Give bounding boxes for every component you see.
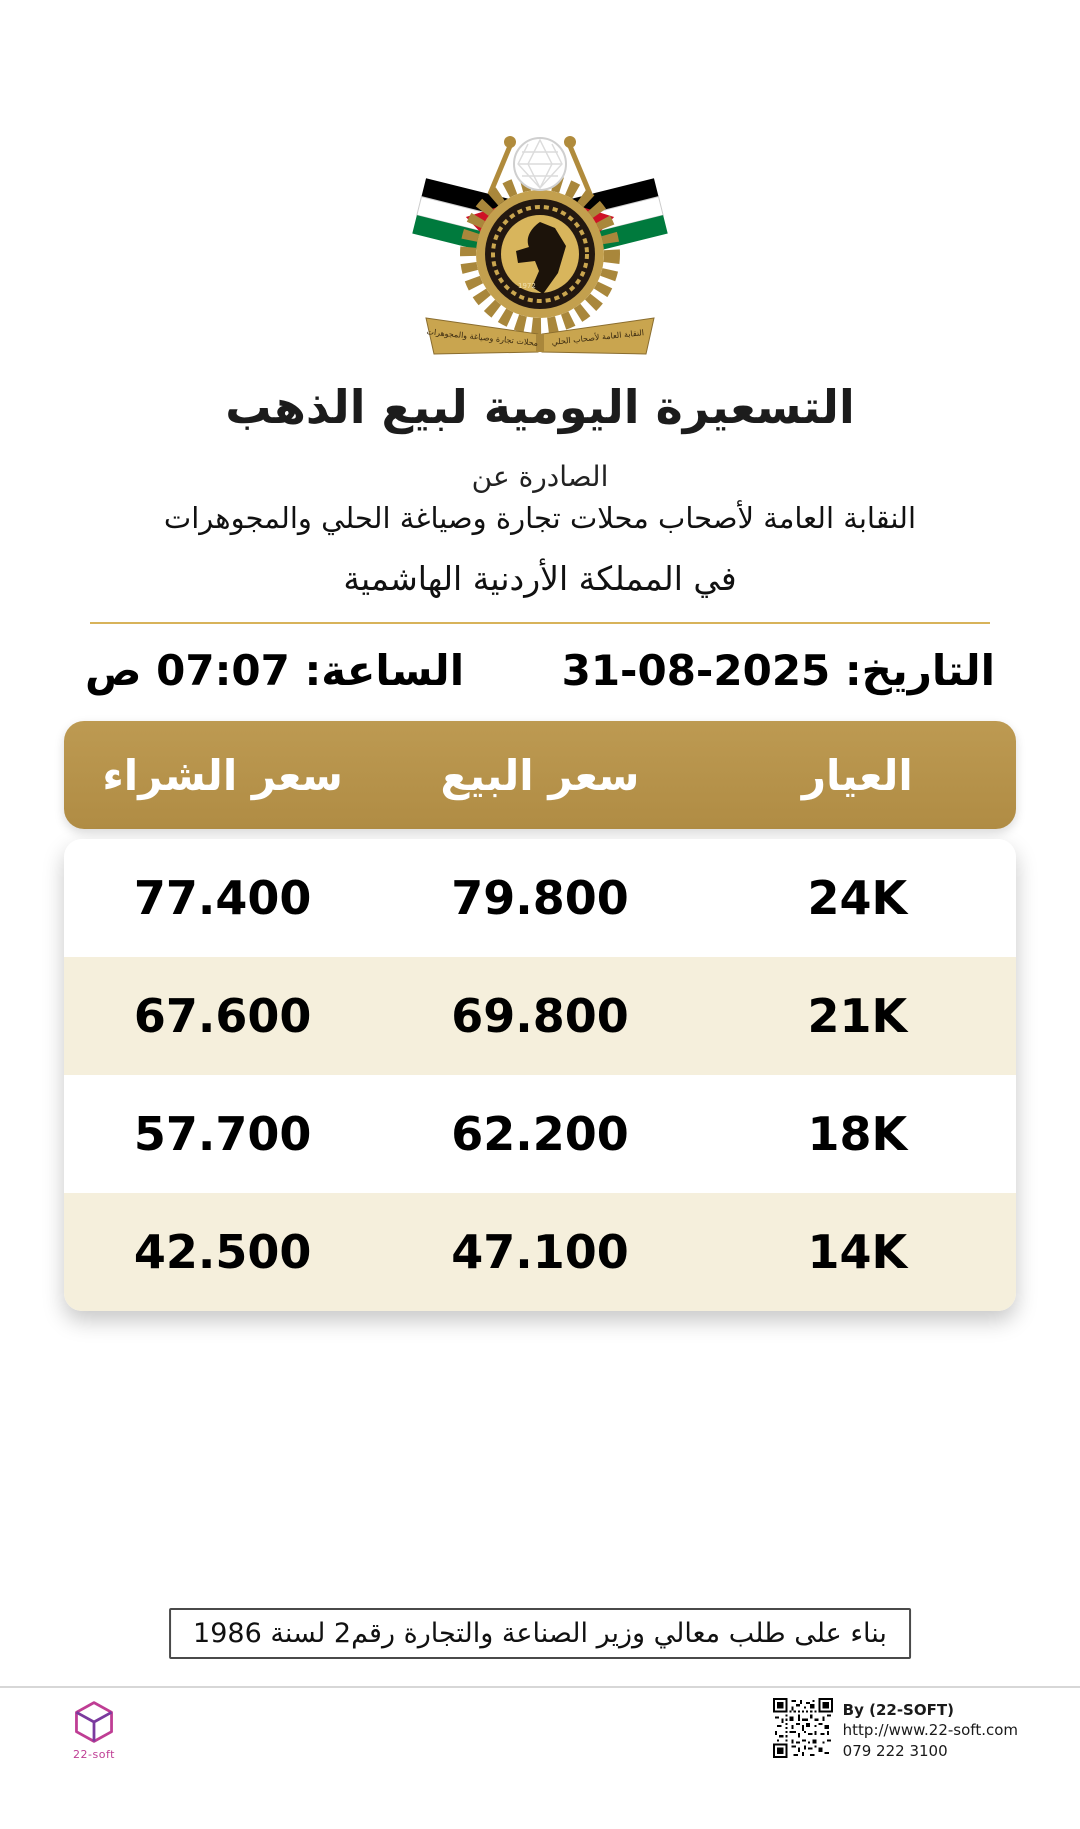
organization-name: النقابة العامة لأصحاب محلات تجارة وصياغة الحلي والمجوهرات — [163, 501, 917, 535]
karat-value: 24K — [807, 871, 908, 925]
issued-by-label: الصادرة عن — [471, 460, 609, 493]
sell-price: 47.100 — [451, 1225, 629, 1279]
time-value: 07:07 ص — [85, 646, 290, 695]
established-year: 1972 — [518, 282, 536, 290]
karat-value: 14K — [807, 1225, 908, 1279]
date-value: 31-08-2025 — [561, 646, 831, 695]
buy-price: 57.700 — [133, 1107, 312, 1161]
time-field — [85, 646, 464, 695]
sell-price: 62.200 — [451, 1107, 629, 1161]
table-row-24k — [64, 839, 1016, 957]
syndicate-emblem-logo — [390, 122, 690, 376]
credit-by-line: By (22-SOFT) — [842, 1701, 954, 1719]
page-title: التسعيرة اليومية لبيع الذهب — [225, 380, 855, 434]
column-header-sell: سعر البيع — [440, 750, 640, 800]
gold-divider — [90, 622, 990, 624]
column-header-karat: العيار — [801, 750, 913, 800]
scepter-finial-left — [504, 136, 516, 148]
sell-price: 79.800 — [451, 871, 629, 925]
cube-logo-icon — [70, 1698, 118, 1746]
table-row-14k — [64, 1193, 1016, 1311]
credits-divider — [0, 1686, 1080, 1688]
credits-bar — [0, 1694, 1080, 1761]
credit-contact-block — [773, 1698, 1018, 1761]
buy-price: 77.400 — [133, 871, 312, 925]
qr-code — [773, 1698, 833, 1758]
date-label: التاريخ: — [844, 646, 995, 695]
credit-url-line: http://www.22-soft.com — [842, 1721, 1018, 1740]
banner-text-right: النقابة العامة لأصحاب الحلي — [551, 328, 645, 347]
country-line: في المملكة الأردنية الهاشمية — [343, 559, 737, 598]
scepter-finial-right — [564, 136, 576, 148]
banner-text-left: محلات تجارة وصياغة والمجوهرات — [426, 327, 539, 348]
table-body — [64, 839, 1016, 1311]
vendor-brand-name: 22-soft — [73, 1748, 115, 1761]
ministerial-note: بناء على طلب معالي وزير الصناعة والتجارة رقم2 لسنة 1986 — [169, 1608, 911, 1659]
column-header-buy: سعر الشراء — [102, 750, 343, 800]
date-time-row — [0, 646, 1080, 695]
software-vendor-logo — [70, 1698, 118, 1761]
karat-value: 18K — [807, 1107, 908, 1161]
gold-price-table — [64, 721, 1016, 1311]
credit-text-block — [843, 1698, 1018, 1761]
buy-price: 42.500 — [133, 1225, 312, 1279]
diamond-icon — [514, 138, 566, 190]
table-row-18k — [64, 1075, 1016, 1193]
karat-value: 21K — [807, 989, 908, 1043]
time-label: الساعة: — [304, 646, 465, 695]
credit-phone-line: 079 222 3100 — [842, 1741, 948, 1760]
table-header-row — [64, 721, 1016, 829]
sell-price: 69.800 — [451, 989, 629, 1043]
table-row-21k — [64, 957, 1016, 1075]
emblem-graphic — [390, 122, 690, 372]
date-field — [562, 646, 995, 695]
buy-price: 67.600 — [133, 989, 312, 1043]
